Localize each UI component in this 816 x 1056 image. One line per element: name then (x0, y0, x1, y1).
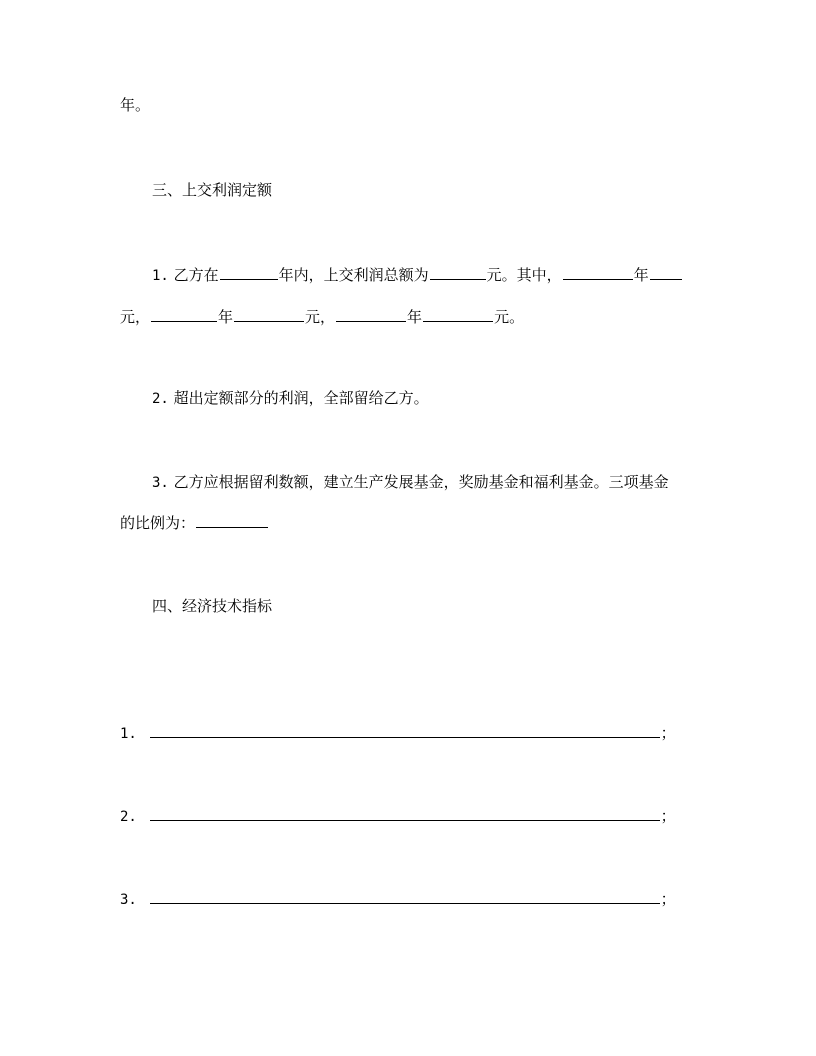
section-4-title: 四、经济技术指标 (152, 597, 273, 615)
item-number: 1. (120, 726, 137, 742)
fill-blank-indicator-2[interactable] (150, 805, 660, 821)
fill-blank-year-2[interactable] (151, 306, 217, 322)
section-3-title: 三、上交利润定额 (152, 181, 273, 199)
fill-blank-amount-1[interactable] (650, 264, 682, 280)
fill-blank-amount-3[interactable] (423, 306, 493, 322)
item-3-1-line-1 (152, 264, 683, 284)
fill-blank-years[interactable] (220, 264, 278, 280)
item-text: 的比例为： (120, 514, 196, 532)
fill-blank-year-1[interactable] (563, 264, 633, 280)
text-fragment: 元。其中， (486, 266, 562, 284)
text-fragment: 元， (120, 308, 151, 326)
fill-blank-indicator-3[interactable] (150, 888, 660, 904)
text-fragment: 元。 (494, 308, 525, 326)
item-number: 3. (120, 892, 137, 908)
text-fragment: 年 (407, 308, 423, 326)
item-3-1-line-2 (120, 306, 524, 326)
indicator-item-2 (120, 805, 676, 825)
text-fragment: 年内，上交利润总额为 (278, 266, 429, 284)
fill-blank-total-amount[interactable] (430, 264, 486, 280)
item-number: 3. (152, 475, 169, 491)
item-number: 2. (152, 391, 169, 407)
item-end: ； (660, 890, 676, 908)
indicator-item-3 (120, 888, 676, 908)
text-fragment: 年 (633, 266, 649, 284)
text-fragment: 年 (218, 308, 234, 326)
indicator-item-1 (120, 722, 676, 742)
item-number: 2. (120, 809, 137, 825)
item-end: ； (660, 724, 676, 742)
item-end: ； (660, 807, 676, 825)
item-3-3-line-1 (152, 472, 669, 492)
fill-blank-amount-2[interactable] (234, 306, 304, 322)
item-text: 乙方应根据留利数额，建立生产发展基金，奖励基金和福利基金。三项基金 (173, 473, 669, 491)
item-text: 超出定额部分的利润，全部留给乙方。 (173, 389, 429, 407)
text-fragment: 乙方在 (173, 266, 219, 284)
fill-blank-ratio[interactable] (196, 512, 268, 528)
fill-blank-indicator-1[interactable] (150, 722, 660, 738)
item-3-3-line-2 (120, 512, 269, 532)
line-year-end: 年。 (120, 96, 151, 114)
text-fragment: 元， (305, 308, 336, 326)
item-number: 1. (152, 268, 169, 284)
item-3-2 (152, 388, 429, 408)
fill-blank-year-3[interactable] (336, 306, 406, 322)
